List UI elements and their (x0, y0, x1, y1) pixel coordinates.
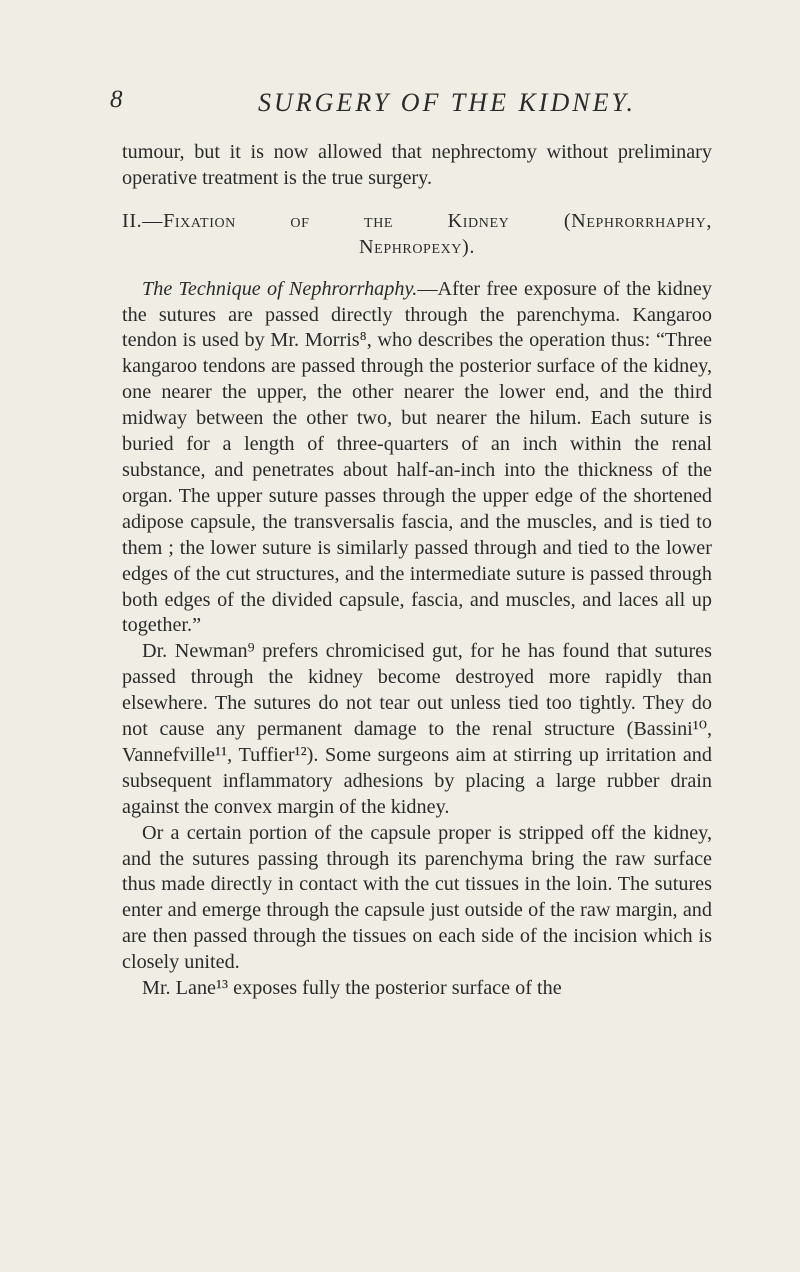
section-heading-line-1: II.—Fixation of the Kidney (Nephrorrhaphy, (122, 209, 712, 232)
section-heading-line-2: Nephropexy). (358, 235, 475, 258)
section-heading (122, 209, 712, 261)
paragraph-continuation: tumour, but it is now allowed that nephrectomy without preliminary operative treatment is the true surgery. (122, 141, 712, 189)
paragraph-lane: Mr. Lane¹³ exposes fully the posterior surface of the (142, 977, 562, 1000)
page-number: 8 (110, 86, 123, 113)
running-title: SURGERY OF THE KIDNEY. (258, 88, 637, 117)
body-text (122, 140, 712, 1002)
paragraph-technique (122, 277, 712, 640)
paragraph-capsule: Or a certain portion of the capsule proper is stripped off the kidney, and the sutures passing through its parenchyma bring the raw surface thus made directly in contact with the cut tissues in the loin. The sutures enter and emerge through the capsule just outside of the raw margin, and are then passed through the tissues on each side of the incision which is closely united. (122, 821, 712, 974)
paragraph-technique-text: —After free exposure of the kidney the sutures are passed directly through the parenchyma. Kangaroo tendon is used by Mr. Morris⁸, who describes the operation thus: “Three kangaroo tendons are passed through the posterior surface of the kidney, one nearer the upper, the other nearer the lower end, and the third midway between the other two, but nearer the hilum. Each suture is buried for a length of three-quarters of an inch within the renal substance, and penetrates about half-an-inch into the thickness of the organ. The upper suture passes through the upper edge of the shortened adipose capsule, the transversalis fascia, and the muscles, and is tied to them ; the lower suture is similarly passed through and tied to the lower edges of the cut structures, and the intermediate suture is passed through both edges of the divided capsule, fascia, and muscles, and laces all up together.” (122, 277, 712, 637)
paragraph-italic-title: The Technique of Nephrorrhaphy. (142, 277, 418, 300)
paragraph-newman: Dr. Newman⁹ prefers chromicised gut, for he has found that sutures passed through the kidney become destroyed more rapidly than elsewhere. The sutures do not tear out unless tied too tightly. They do not cause any permanent damage to the renal structure (Bassini¹⁰, Vannefville¹¹, Tuffier¹²). Some surgeons aim at stirring up irritation and subsequent inflammatory adhesions by placing a large rubber drain against the convex margin of the kidney. (122, 640, 712, 818)
